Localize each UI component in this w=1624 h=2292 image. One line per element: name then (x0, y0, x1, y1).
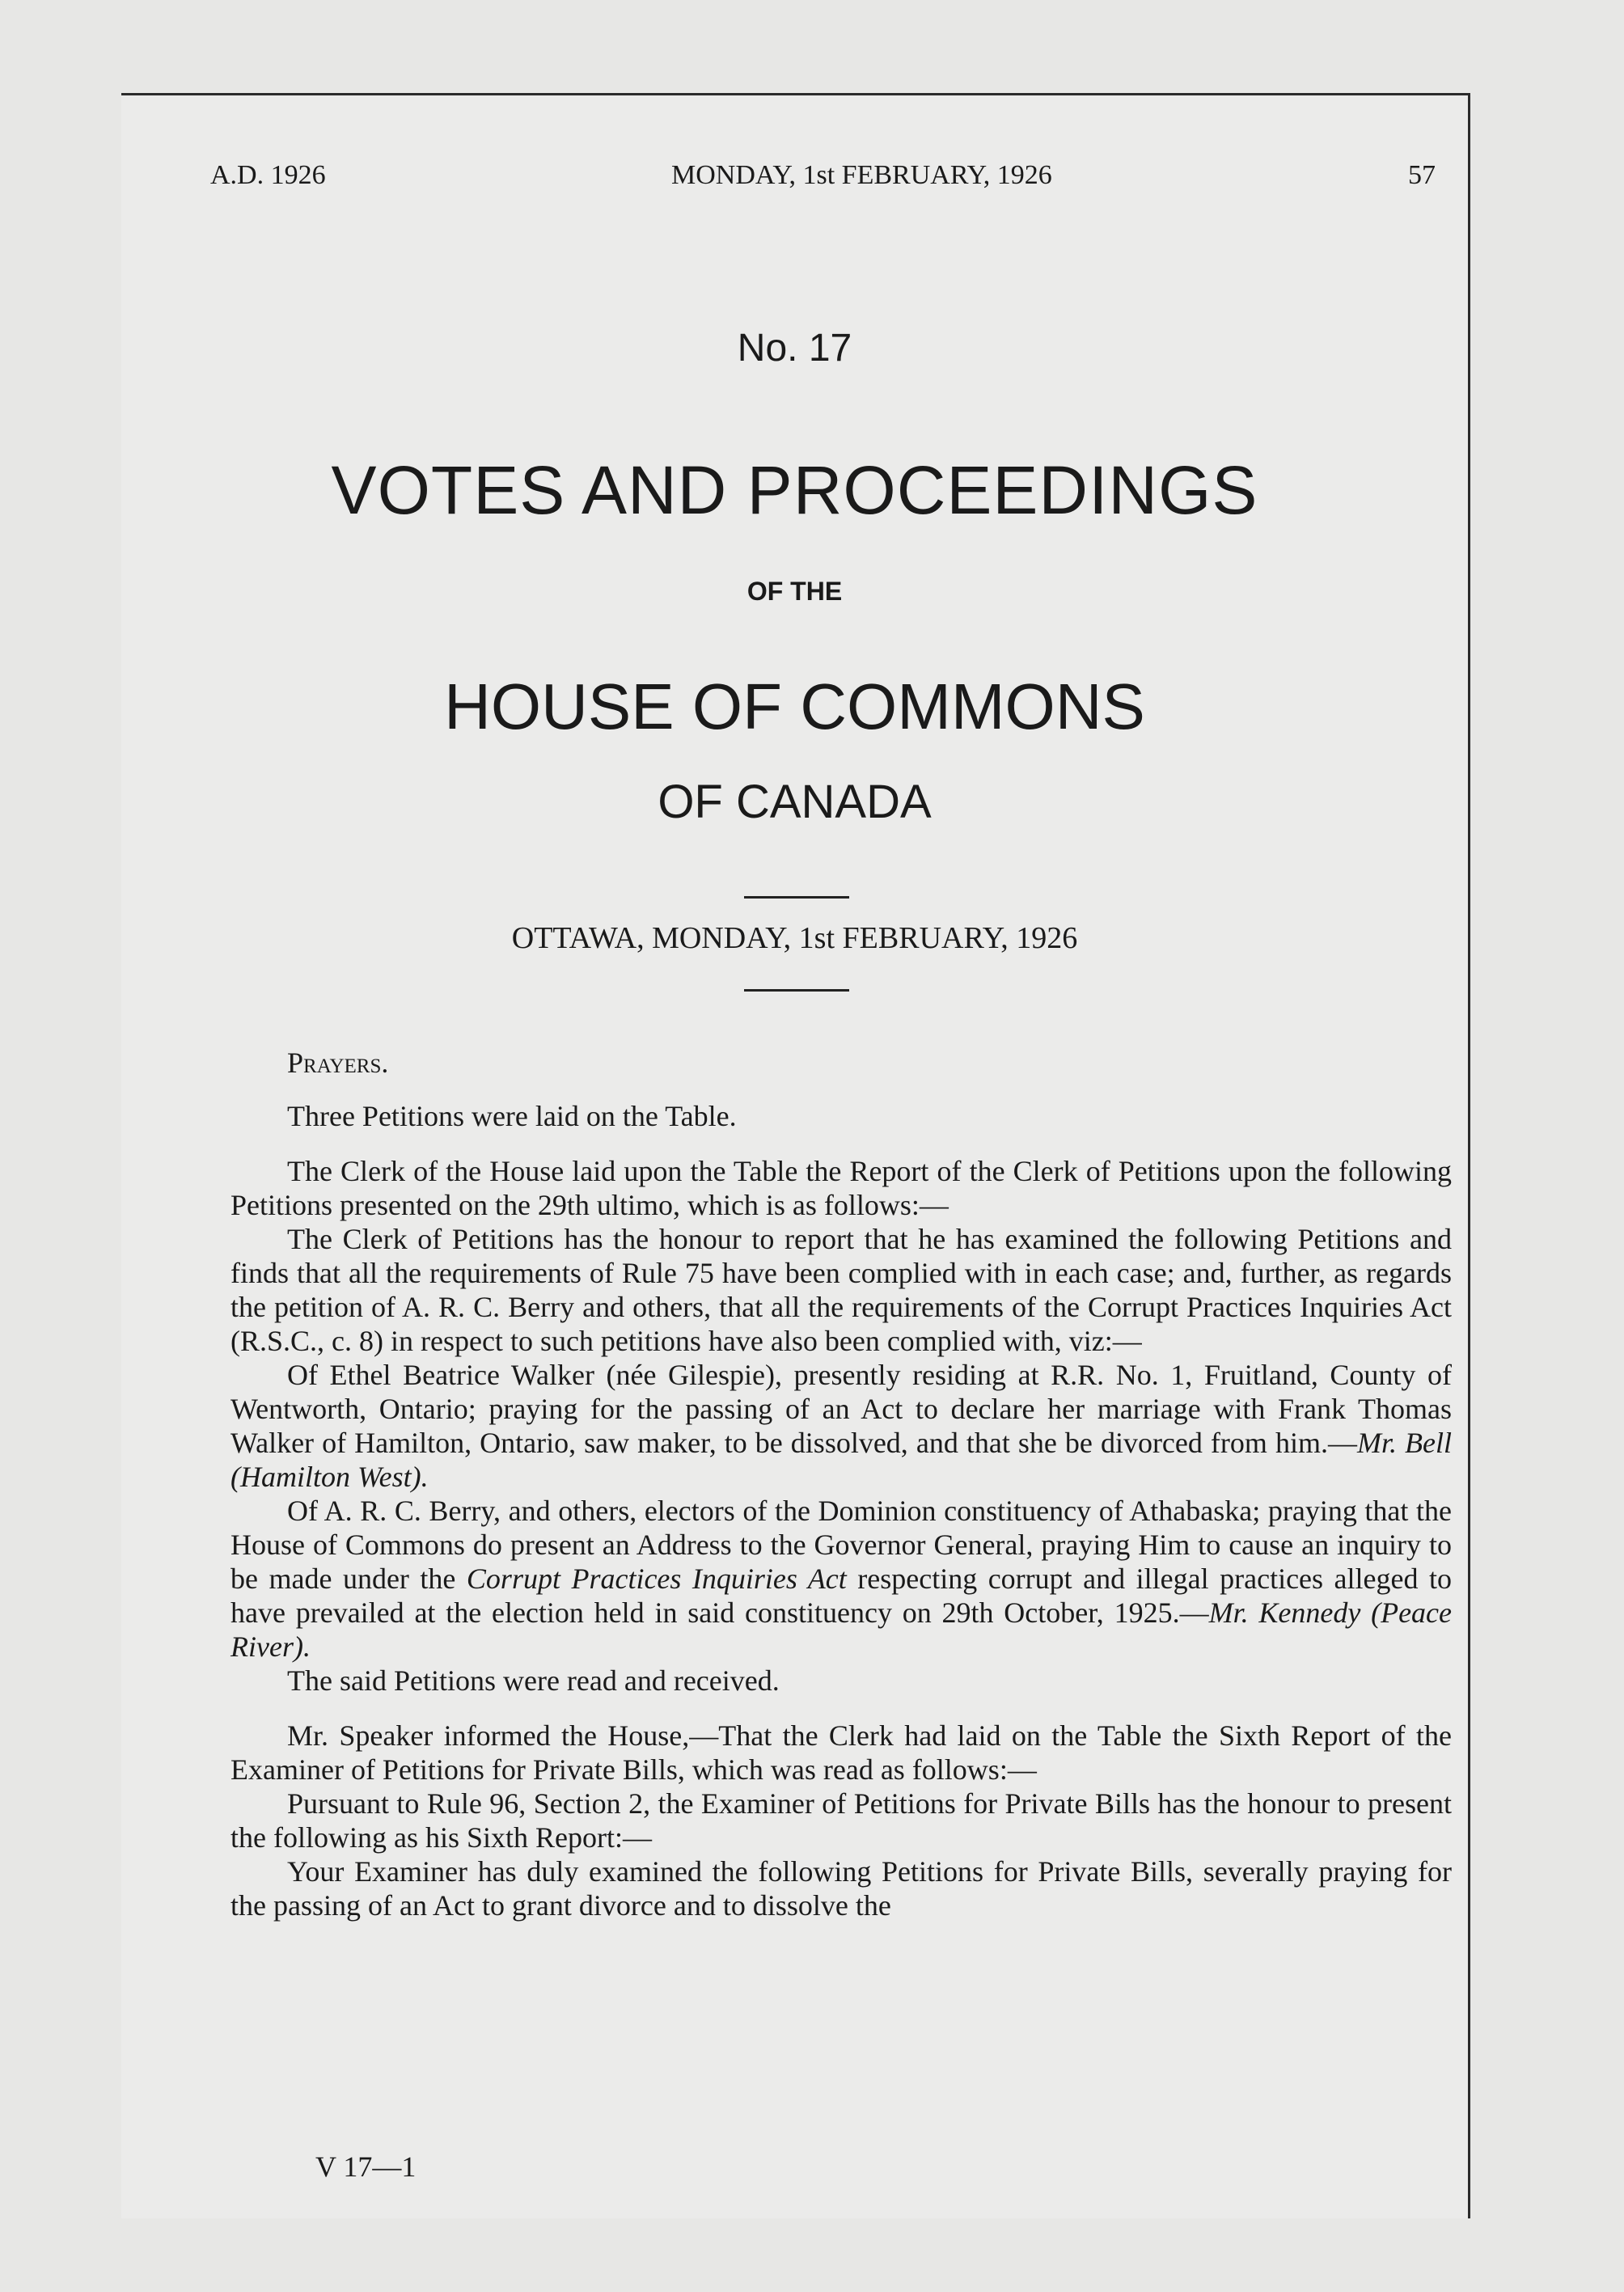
petition-text: Of A. R. C. Berry, and others, electors of the Dominion constituency of Athabaska; praying that the House of Commons do present an Address to the Governor General, praying Him to cause an inquiry to be made under the (230, 1495, 1452, 1595)
header-date: MONDAY, 1st FEBRUARY, 1926 (671, 160, 1052, 190)
petition-text: Of Ethel Beatrice Walker (née Gilespie), presently residing at R.R. No. 1, Fruitland, County of Wentworth, Ontario; praying for the passing of an Act to declare her marriage with Frank Thomas Walker of Hamilton, Ontario, saw maker, to be dissolved, and that she be divorced from him.— (230, 1359, 1452, 1459)
paragraph: The said Petitions were read and received. (287, 1664, 780, 1697)
running-header (210, 160, 1436, 201)
divider-rule-bottom (744, 989, 849, 992)
prayers-heading: Prayers. (287, 1047, 389, 1079)
page-number: 57 (1408, 160, 1436, 190)
paragraph: Your Examiner has duly examined the following Petitions for Private Bills, severally praying for the passing of an Act to grant divorce and to dissolve the (230, 1855, 1452, 1922)
paragraph: The Clerk of the House laid upon the Table the Report of the Clerk of Petitions upon the following Petitions presented on the 29th ultimo, which is as follows:— (230, 1155, 1452, 1221)
issue-number: No. 17 (737, 327, 852, 370)
title-house-of-commons: HOUSE OF COMMONS (444, 670, 1145, 742)
paragraph: The Clerk of Petitions has the honour to report that he has examined the following Petitions and finds that all the requirements of Rule 75 have been complied with in each case; and, further, as regards the petition of A. R. C. Berry and others, that all the requirements of the Corrupt Practices Inquiries Act (R.S.C., c. 8) in respect to such petitions have also been complied with, viz:— (230, 1223, 1452, 1357)
title-of-canada: OF CANADA (658, 776, 932, 828)
dateline: OTTAWA, MONDAY, 1st FEBRUARY, 1926 (511, 921, 1078, 955)
document-page (121, 93, 1470, 2218)
signature-mark: V 17—1 (315, 2150, 417, 2183)
title-votes-and-proceedings: VOTES AND PROCEEDINGS (331, 452, 1258, 528)
petition-text: respecting corrupt and illegal practices alleged to have prevailed at the election held in said constituency on 29th October, 1925.— (230, 1563, 1452, 1629)
proceedings-body (230, 1046, 1452, 1922)
petition-berry (230, 1494, 1452, 1664)
member-name: Mr. Bell (Hamilton West). (230, 1427, 1452, 1493)
paragraph: Three Petitions were laid on the Table. (287, 1100, 737, 1132)
paragraph: Pursuant to Rule 96, Section 2, the Examiner of Petitions for Private Bills has the honour to present the following as his Sixth Report:— (230, 1787, 1452, 1854)
member-name: Mr. Kennedy (Peace River). (230, 1596, 1453, 1663)
divider-rule-top (744, 896, 849, 899)
act-name: Corrupt Practices Inquiries Act (466, 1563, 847, 1595)
title-of-the: OF THE (746, 577, 843, 606)
petition-walker (230, 1358, 1452, 1494)
paragraph: Mr. Speaker informed the House,—That the Clerk had laid on the Table the Sixth Report of the Examiner of Petitions for Private Bills, which was read as follows:— (230, 1719, 1452, 1786)
header-year: A.D. 1926 (210, 160, 326, 190)
